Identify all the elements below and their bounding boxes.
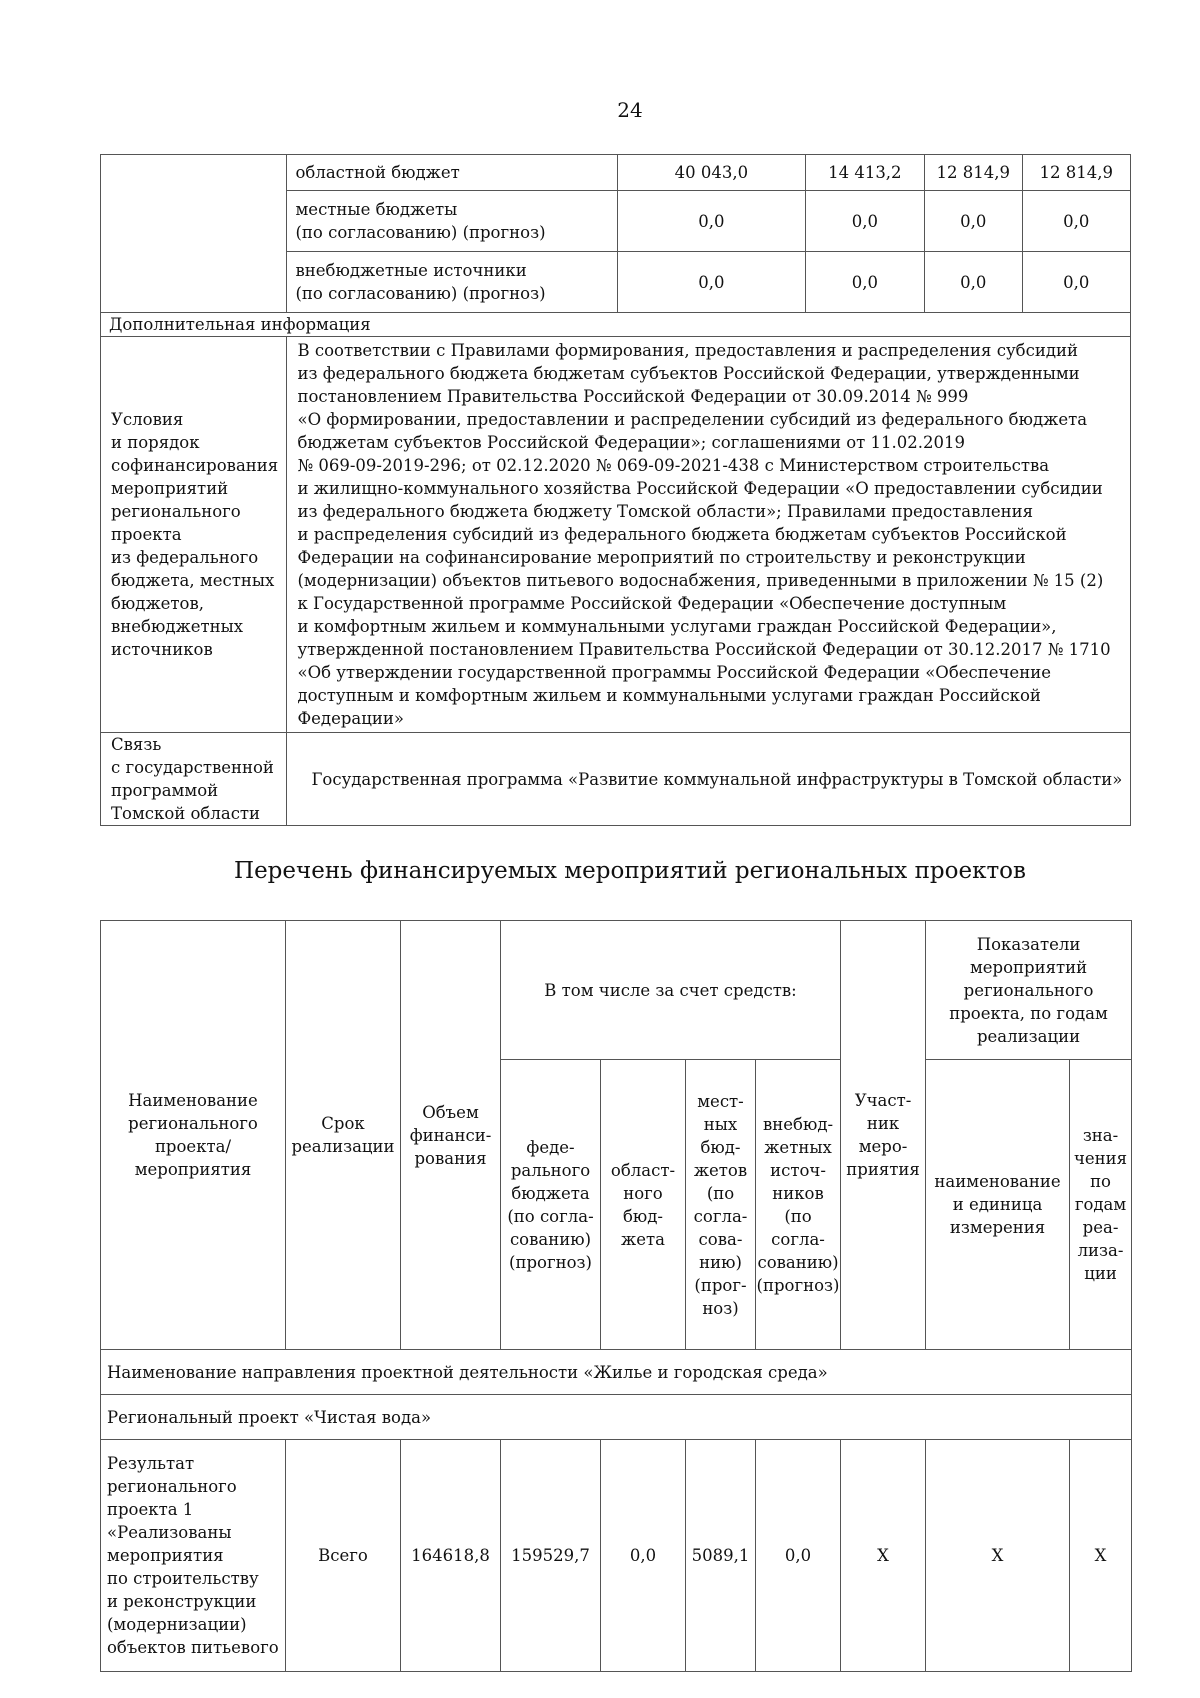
- header-participant: Участ- ник меро- приятия: [841, 921, 926, 1350]
- source-label: местные бюджеты (по согласованию) (прогноз): [287, 191, 618, 252]
- header-federal: феде- рального бюджета (по согла- сованию) (прогноз): [501, 1060, 601, 1350]
- value-cell: 12 814,9: [924, 155, 1022, 191]
- value-cell: 40 043,0: [618, 155, 806, 191]
- table-row: [101, 733, 1131, 826]
- table-row: [101, 1395, 1132, 1440]
- result-local: 5089,1: [686, 1440, 756, 1672]
- result-term: Всего: [286, 1440, 401, 1672]
- value-cell: 0,0: [805, 252, 924, 313]
- budget-sources-table: [100, 154, 1131, 826]
- header-indicator-name: наименование и единица измерения: [926, 1060, 1070, 1350]
- value-cell: 12 814,9: [1022, 155, 1130, 191]
- header-term: Срок реализации: [286, 921, 401, 1350]
- financing-table: [100, 920, 1132, 1672]
- header-regional: област- ного бюд- жета: [601, 1060, 686, 1350]
- section-title: Перечень финансируемых мероприятий региональных проектов: [234, 858, 1026, 884]
- header-indicators-group: Показатели мероприятий регионального проекта, по годам реализации: [926, 921, 1132, 1060]
- result-volume: 164618,8: [401, 1440, 501, 1672]
- project-row: Региональный проект «Чистая вода»: [101, 1395, 1132, 1440]
- additional-info-heading: Дополнительная информация: [101, 313, 1131, 337]
- page-number: 24: [617, 98, 643, 122]
- value-cell: 0,0: [924, 252, 1022, 313]
- header-local: мест- ных бюд- жетов (по согла- сова- нию) (прог- ноз): [686, 1060, 756, 1350]
- result-name: Результат регионального проекта 1 «Реализованы мероприятия по строительству и реконструкции (модернизации) объектов питьевого: [101, 1440, 286, 1672]
- result-indicator-name: X: [926, 1440, 1070, 1672]
- header-including-group: В том числе за счет средств:: [501, 921, 841, 1060]
- empty-cell: [101, 155, 287, 313]
- result-extrabudgetary: 0,0: [756, 1440, 841, 1672]
- table-row: [101, 155, 1131, 191]
- value-cell: 0,0: [924, 191, 1022, 252]
- direction-row: Наименование направления проектной деятельности «Жилье и городская среда»: [101, 1350, 1132, 1395]
- link-label: Связь с государственной программой Томской области: [101, 733, 287, 826]
- state-program-text: Государственная программа «Развитие коммунальной инфраструктуры в Томской области»: [287, 733, 1131, 826]
- table-row: [101, 1440, 1132, 1672]
- result-indicator-values: X: [1070, 1440, 1132, 1672]
- value-cell: 0,0: [618, 191, 806, 252]
- header-volume: Объем финанси- рования: [401, 921, 501, 1350]
- table-row: [101, 1350, 1132, 1395]
- value-cell: 0,0: [1022, 191, 1130, 252]
- result-participant: X: [841, 1440, 926, 1672]
- conditions-label: Условия и порядок софинансирования мероприятий регионального проекта из федерального бюджета, местных бюджетов, внебюджетных источников: [101, 337, 287, 733]
- value-cell: 14 413,2: [805, 155, 924, 191]
- result-regional: 0,0: [601, 1440, 686, 1672]
- header-indicator-values: зна- чения по годам реа- лиза- ции: [1070, 1060, 1132, 1350]
- table-row: [101, 313, 1131, 337]
- result-federal: 159529,7: [501, 1440, 601, 1672]
- header-row: [101, 921, 1132, 1060]
- source-label: внебюджетные источники (по согласованию) (прогноз): [287, 252, 618, 313]
- header-name: Наименование регионального проекта/ мероприятия: [101, 921, 286, 1350]
- value-cell: 0,0: [618, 252, 806, 313]
- conditions-text: В соответствии с Правилами формирования, предоставления и распределения субсидий из федерального бюджета бюджетам субъектов Российской Федерации, утвержденными постановлением Правительства Российской Федерации от 30.09.2014 № 999 «О формировании, предоставлении и распределении субсидий из федерального бюджета бюджетам субъектов Российской Федерации»; соглашениями от 11.02.2019 № 069-09-2019-296; от 02.12.2020 № 069-09-2021-438 с Министерством строительства и жилищно-коммунального хозяйства Российской Федерации «О предоставлении субсидии из федерального бюджета бюджету Томской области»; Правилами предоставления и распределения субсидий из федерального бюджета бюджетам субъектов Российской Федерации на софинансирование мероприятий по строительству и реконструкции (модернизации) объектов питьевого водоснабжения, приведенными в приложении № 15 (2) к Государственной программе Российской Федерации «Обеспечение доступным и комфортным жильем и коммунальными услугами граждан Российской Федерации», утвержденной постановлением Правительства Российской Федерации от 30.12.2017 № 1710 «Об утверждении государственной программы Российской Федерации «Обеспечение доступным и комфортным жильем и коммунальными услугами граждан Российской Федерации»: [287, 337, 1131, 733]
- source-label: областной бюджет: [287, 155, 618, 191]
- header-extrabudgetary: внебюд- жетных источ- ников (по согла- сованию) (прогноз): [756, 1060, 841, 1350]
- value-cell: 0,0: [805, 191, 924, 252]
- table-row: [101, 337, 1131, 733]
- value-cell: 0,0: [1022, 252, 1130, 313]
